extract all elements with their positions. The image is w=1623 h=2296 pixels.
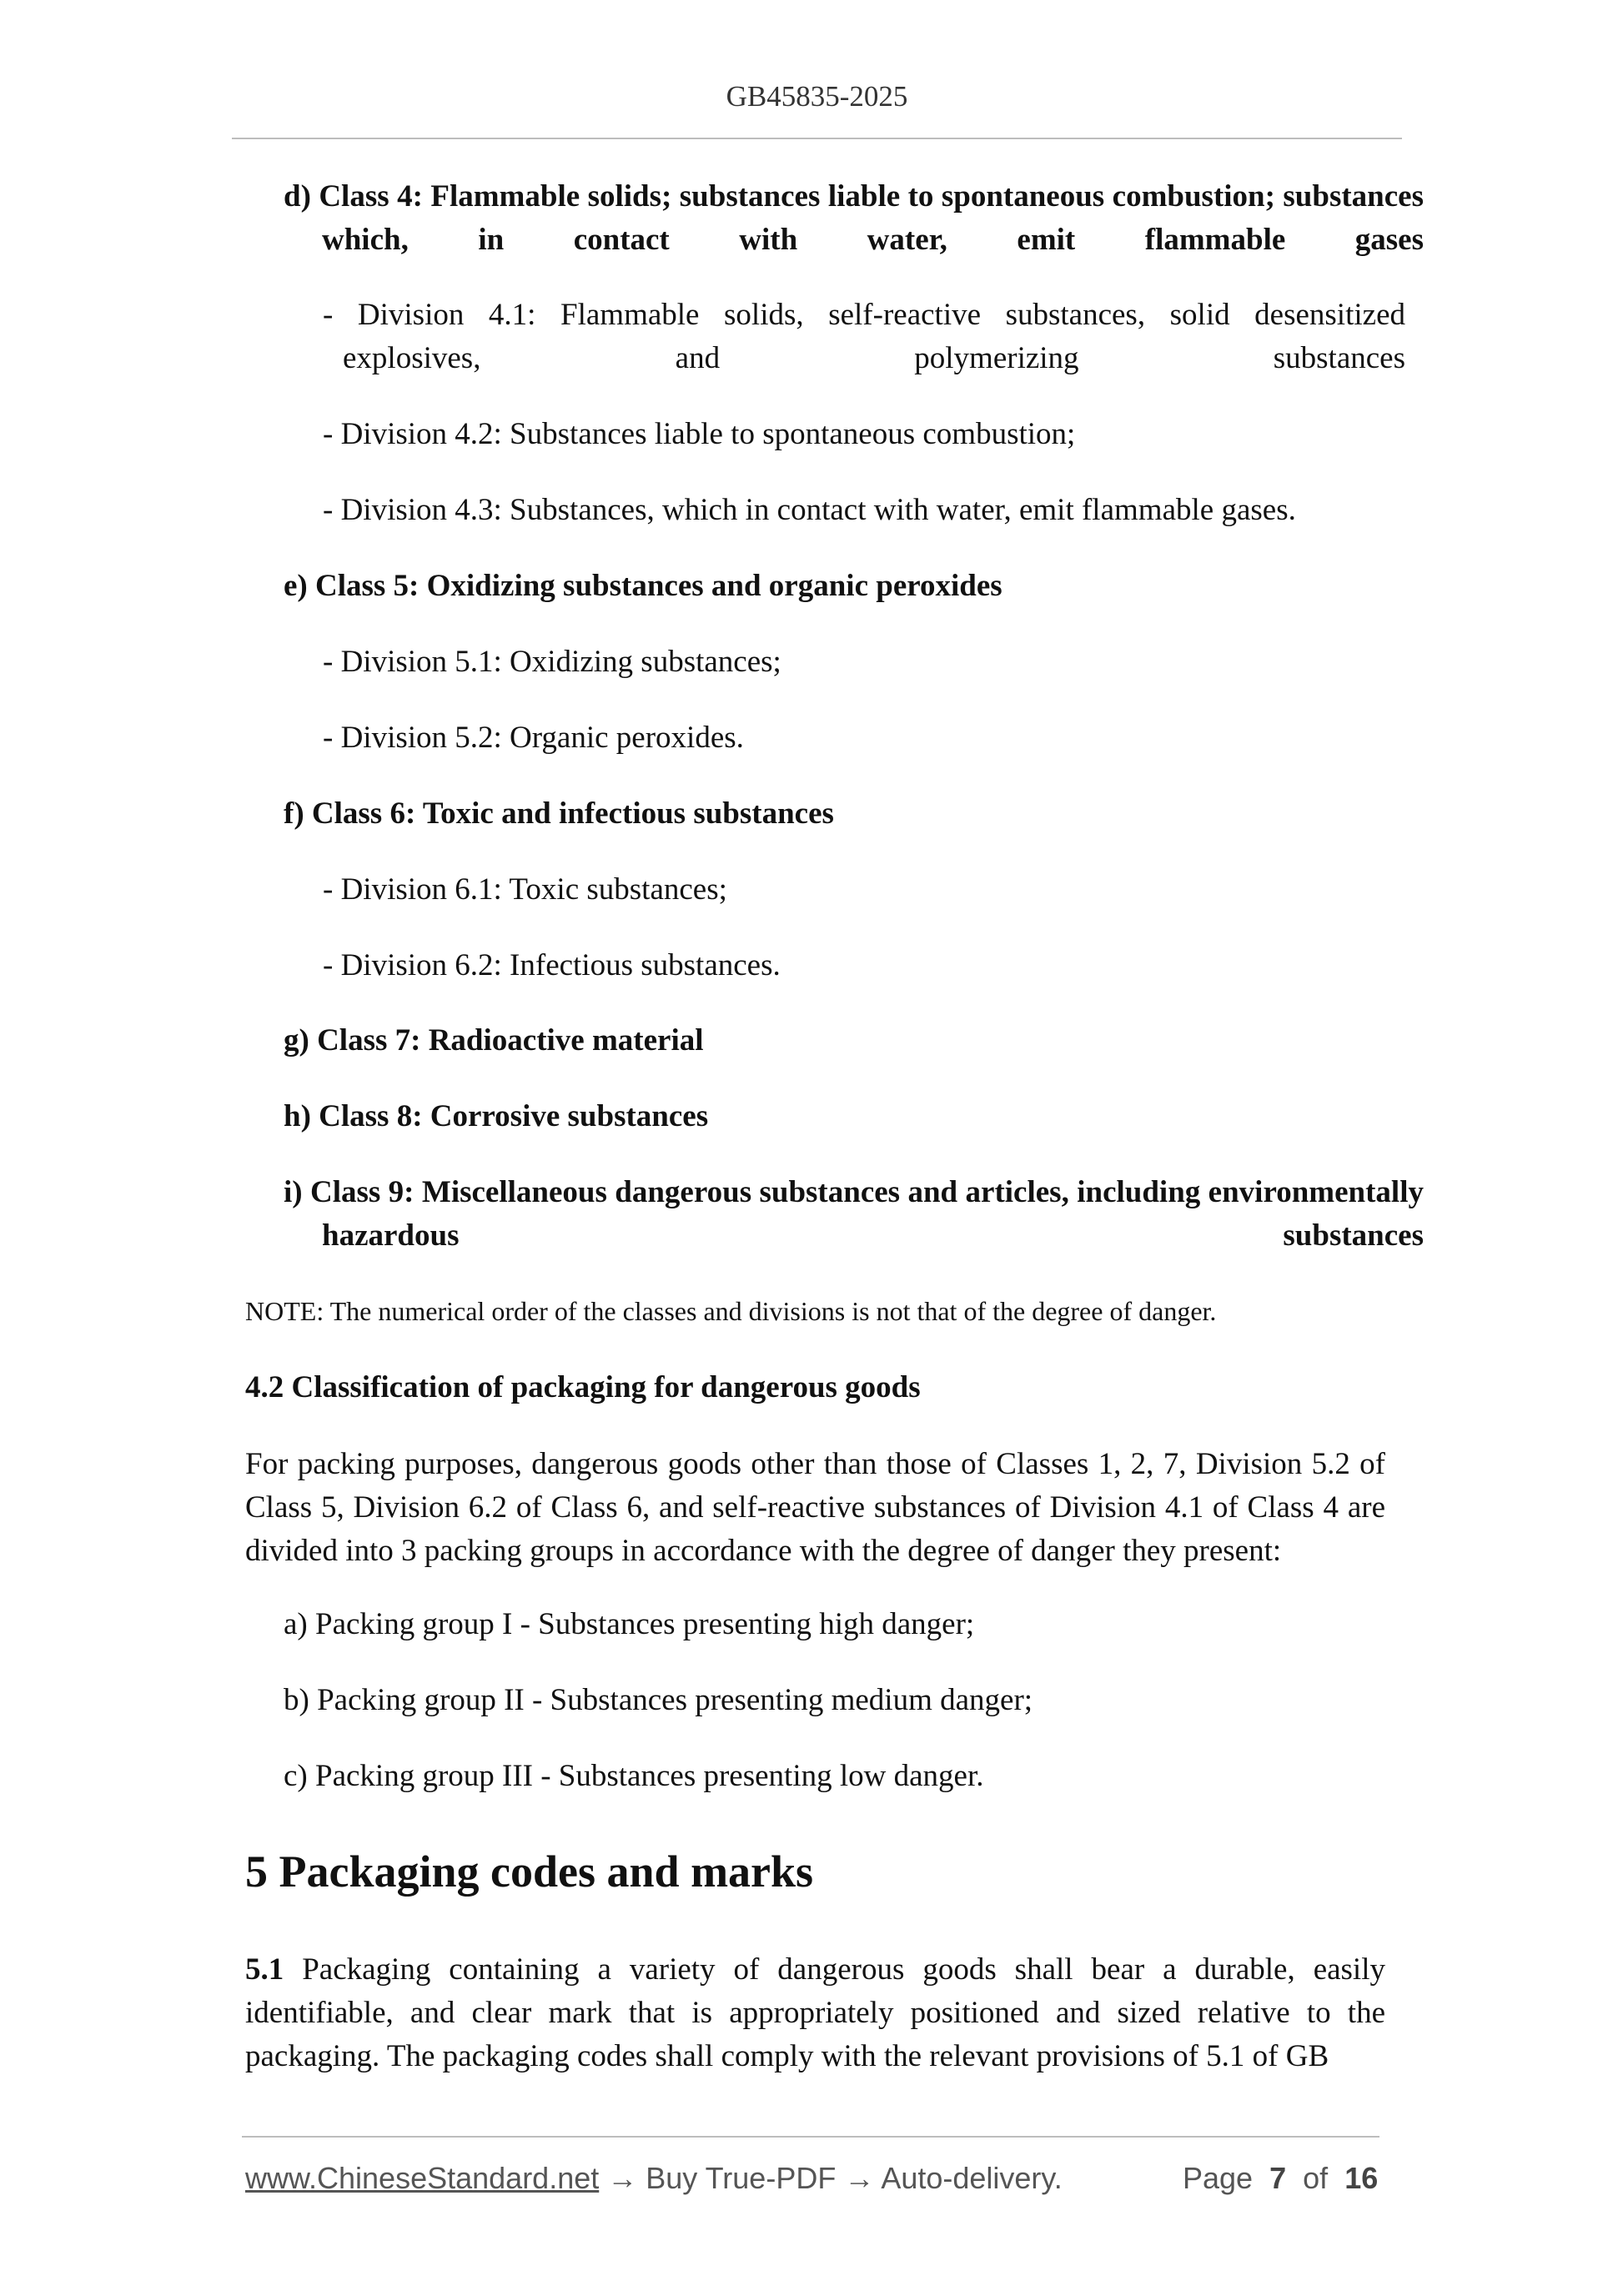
class-6-heading: f) Class 6: Toxic and infectious substances <box>284 796 834 831</box>
page-label: Page <box>1183 2161 1254 2195</box>
header-divider <box>232 138 1402 139</box>
class-9-heading: i) Class 9: Miscellaneous dangerous substances and articles, including environmentally hazardous substances <box>284 1175 1424 1253</box>
packing-group-2: b) Packing group II - Substances presenting medium danger; <box>284 1683 1033 1717</box>
packing-group-3: c) Packing group III - Substances presenting low danger. <box>284 1759 984 1793</box>
section-5-1-paragraph <box>245 1948 1385 2078</box>
note-text: NOTE: The numerical order of the classes and divisions is not that of the degree of danger. <box>245 1296 1217 1326</box>
footer-divider <box>242 2136 1379 2138</box>
division-5-2: - Division 5.2: Organic peroxides. <box>323 721 744 755</box>
class-8-heading: h) Class 8: Corrosive substances <box>284 1099 709 1133</box>
packing-group-1: a) Packing group I - Substances presenting high danger; <box>284 1607 975 1641</box>
division-4-3: - Division 4.3: Substances, which in contact with water, emit flammable gases. <box>323 493 1296 527</box>
division-4-1: - Division 4.1: Flammable solids, self-reactive substances, solid desensitized explosives, and polymerizing substances <box>323 298 1405 375</box>
page-number: 7 <box>1269 2161 1287 2195</box>
page-indicator <box>1183 2158 1378 2198</box>
section-5-1-number: 5.1 <box>245 1952 284 1987</box>
section-4-2-heading: 4.2 Classification of packaging for dangerous goods <box>245 1370 921 1404</box>
section-5-1-text: Packaging containing a variety of dangerous goods shall bear a durable, easily identifiable, and clear mark that is appropriately positioned and sized relative to the packaging. The packaging codes shall comply with the relevant provisions of 5.1 of GB <box>245 1952 1385 2073</box>
section-5-heading: 5 Packaging codes and marks <box>245 1846 814 1897</box>
section-4-2-paragraph: For packing purposes, dangerous goods other than those of Classes 1, 2, 7, Division 5.2 of Class 5, Division 6.2 of Class 6, and self-reactive substances of Division 4.1 of Class 4 are divided into 3 packing groups in accordance with the degree of danger they present: <box>245 1447 1385 1568</box>
division-4-2: - Division 4.2: Substances liable to spontaneous combustion; <box>323 417 1076 451</box>
footer-tagline: → Buy True-PDF → Auto-delivery. <box>599 2161 1063 2195</box>
class-7-heading: g) Class 7: Radioactive material <box>284 1023 704 1058</box>
website-link[interactable]: www.ChineseStandard.net <box>245 2161 600 2195</box>
page-total: 16 <box>1344 2161 1379 2195</box>
division-6-2: - Division 6.2: Infectious substances. <box>323 948 781 982</box>
of-label: of <box>1303 2161 1329 2195</box>
division-5-1: - Division 5.1: Oxidizing substances; <box>323 645 781 679</box>
page-header-title: GB45835-2025 <box>726 80 908 113</box>
footer-left <box>245 2158 1063 2198</box>
division-6-1: - Division 6.1: Toxic substances; <box>323 872 727 907</box>
class-4-heading: d) Class 4: Flammable solids; substances liable to spontaneous combustion; substances which, in contact with water, emit flammable gases <box>284 179 1424 257</box>
class-5-heading: e) Class 5: Oxidizing substances and organic peroxides <box>284 569 1002 603</box>
